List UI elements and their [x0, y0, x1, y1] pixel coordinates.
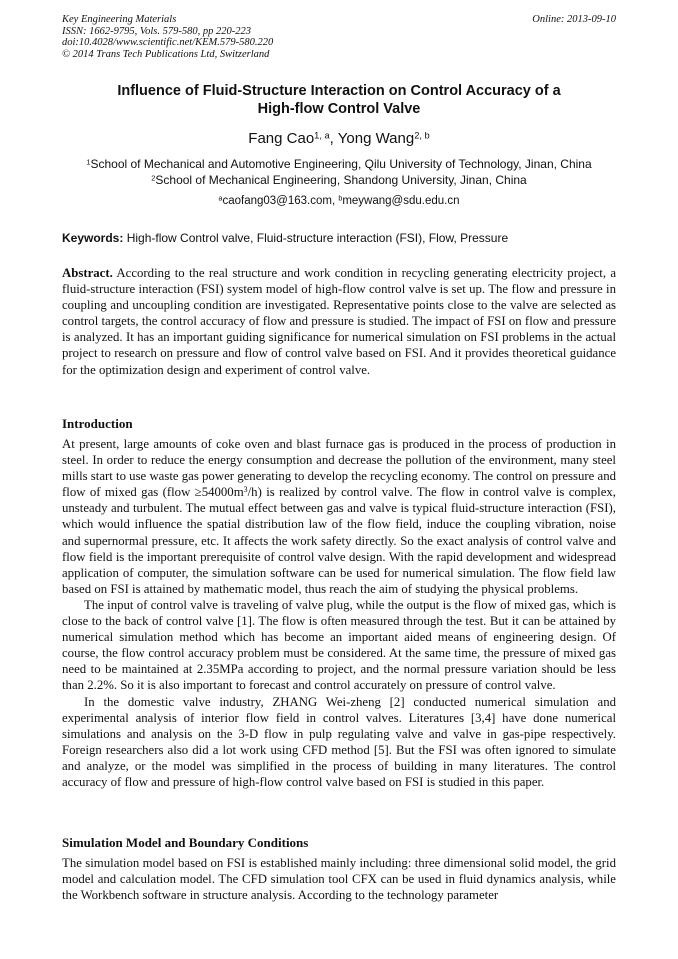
email-b-mark: b: [338, 194, 343, 203]
email-a-mark: a: [218, 194, 223, 203]
introduction-heading: Introduction: [62, 416, 133, 431]
author-1-affil: 1, a: [314, 130, 330, 141]
author-2: Yong Wang: [337, 130, 415, 147]
simulation-heading: Simulation Model and Boundary Conditions: [62, 835, 309, 850]
author-separator: ,: [329, 130, 338, 147]
author-emails: [62, 193, 616, 209]
journal-header: [62, 14, 616, 60]
introduction-body: [62, 436, 616, 790]
author-list: [62, 130, 616, 148]
simulation-body: [62, 855, 616, 903]
title-line-1: Influence of Fluid-Structure Interaction on Control Accuracy of a: [117, 83, 561, 99]
keywords: [62, 230, 616, 246]
intro-paragraph-1: [62, 436, 616, 597]
affiliation-1: [62, 156, 616, 172]
keywords-label: Keywords:: [62, 231, 124, 245]
affiliation-2-text: School of Mechanical Engineering, Shandong University, Jinan, China: [155, 173, 527, 187]
abstract-label: Abstract.: [62, 266, 113, 280]
intro-paragraph-2: The input of control valve is traveling of valve plug, while the output is the flow of mixed gas, which is close to the back of control valve [1]. The flow is often measured through the test. But it can be attained by numerical simulation method which has become an important aided means of engineering design. Of course, the flow control accuracy problem must be considered. At the same time, the pressure of mixed gas need to be maintained at 2.35MPa according to project, and the normal pressure variation should be less than 2.2%. So it is also important to forecast and control accurately on pressure of control valve.: [62, 597, 616, 693]
intro-p1-part-b: /h) is realized by control valve. The flow in control valve is complex, unsteady and turbulent. The mutual effect between gas and valve is typical fluid-structure interaction (FSI), which would influence the spatial distribution law of the flow field, induce the coupling vibration, noise and supernormal pressure, etc. It affects the work safety directly. So the exact analysis of control valve and flow field is the important prerequisite of control valve design. With the rapid development and widespread application of computer, the simulation software can be used for numerical simulation. The flow field law based on FSI is attained by mathematic model, thus reach the aim of studying the physical problems.: [62, 485, 616, 596]
email-b: meywang@sdu.edu.cn: [342, 195, 460, 207]
intro-p1-part-a: At present, large amounts of coke oven and blast furnace gas is produced in the process of production in steel. In order to reduce the energy consumption and decrease the pollution of the environment, many steel mills start to use waste gas power generating to develop the recycling economy. The control on pressure and flow of mixed gas (flow ≥54000m: [62, 437, 617, 500]
email-a: caofang03@163.com,: [222, 195, 339, 207]
intro-p1-sup: 3: [243, 485, 248, 495]
online-date: Online: 2013-09-10: [532, 14, 616, 25]
title-line-2: High-flow Control Valve: [257, 101, 421, 117]
copyright-line: © 2014 Trans Tech Publications Ltd, Switzerland: [62, 48, 270, 60]
affiliation-2-mark: 2: [151, 173, 156, 183]
issn-line: ISSN: 1662-9795, Vols. 579-580, pp 220-223: [62, 25, 251, 37]
journal-name: Key Engineering Materials: [62, 14, 177, 25]
affiliation-1-text: School of Mechanical and Automotive Engineering, Qilu University of Technology, Jinan, China: [90, 157, 592, 171]
paper-title: [62, 82, 616, 118]
abstract: [62, 265, 616, 378]
keywords-text: High-flow Control valve, Fluid-structure interaction (FSI), Flow, Pressure: [123, 231, 509, 245]
author-1: Fang Cao: [248, 130, 315, 147]
affiliation-1-mark: 1: [86, 157, 91, 167]
simulation-paragraph-1: The simulation model based on FSI is established mainly including: three dimensional solid model, the grid model and calculation model. The CFD simulation tool CFX can be used in fluid dynamics analysis, while the Workbench software in structure analysis. According to the technology parameter: [62, 856, 616, 903]
doi-line: doi:10.4028/www.scientific.net/KEM.579-580.220: [62, 37, 274, 48]
intro-paragraph-3: In the domestic valve industry, ZHANG Wei-zheng [2] conducted numerical simulation and experimental analysis of interior flow field in control valves. Literatures [3,4] have done numerical simulations and analysis on the 3-D flow in pulp regulating valve and valve in gas-pipe respectively. Foreign researchers also did a lot work using CFD method [5]. But the FSI was often ignored to simulate and analyze, or the model was simplified in the process of building in many literatures. The control accuracy of flow and pressure of high-flow control valve based on FSI is studied in this paper.: [62, 694, 616, 789]
abstract-text: According to the real structure and work condition in recycling generating electricity project, a fluid-structure interaction (FSI) system model of high-flow control valve is set up. The flow and pressure in coupling and uncoupling condition are investigated. Representative points close to the valve are selected as control targets, the control accuracy of flow and pressure is studied. The impact of FSI on flow and pressure is analyzed. It has an important guiding significance for numerical simulation on FSI problems in the actual project to research on pressure and flow of control valve based on FSI. And it provides theoretical guidance for the optimization design and experiment of control valve.: [62, 266, 616, 377]
affiliation-2: [62, 172, 616, 188]
author-2-affil: 2, b: [414, 130, 430, 141]
